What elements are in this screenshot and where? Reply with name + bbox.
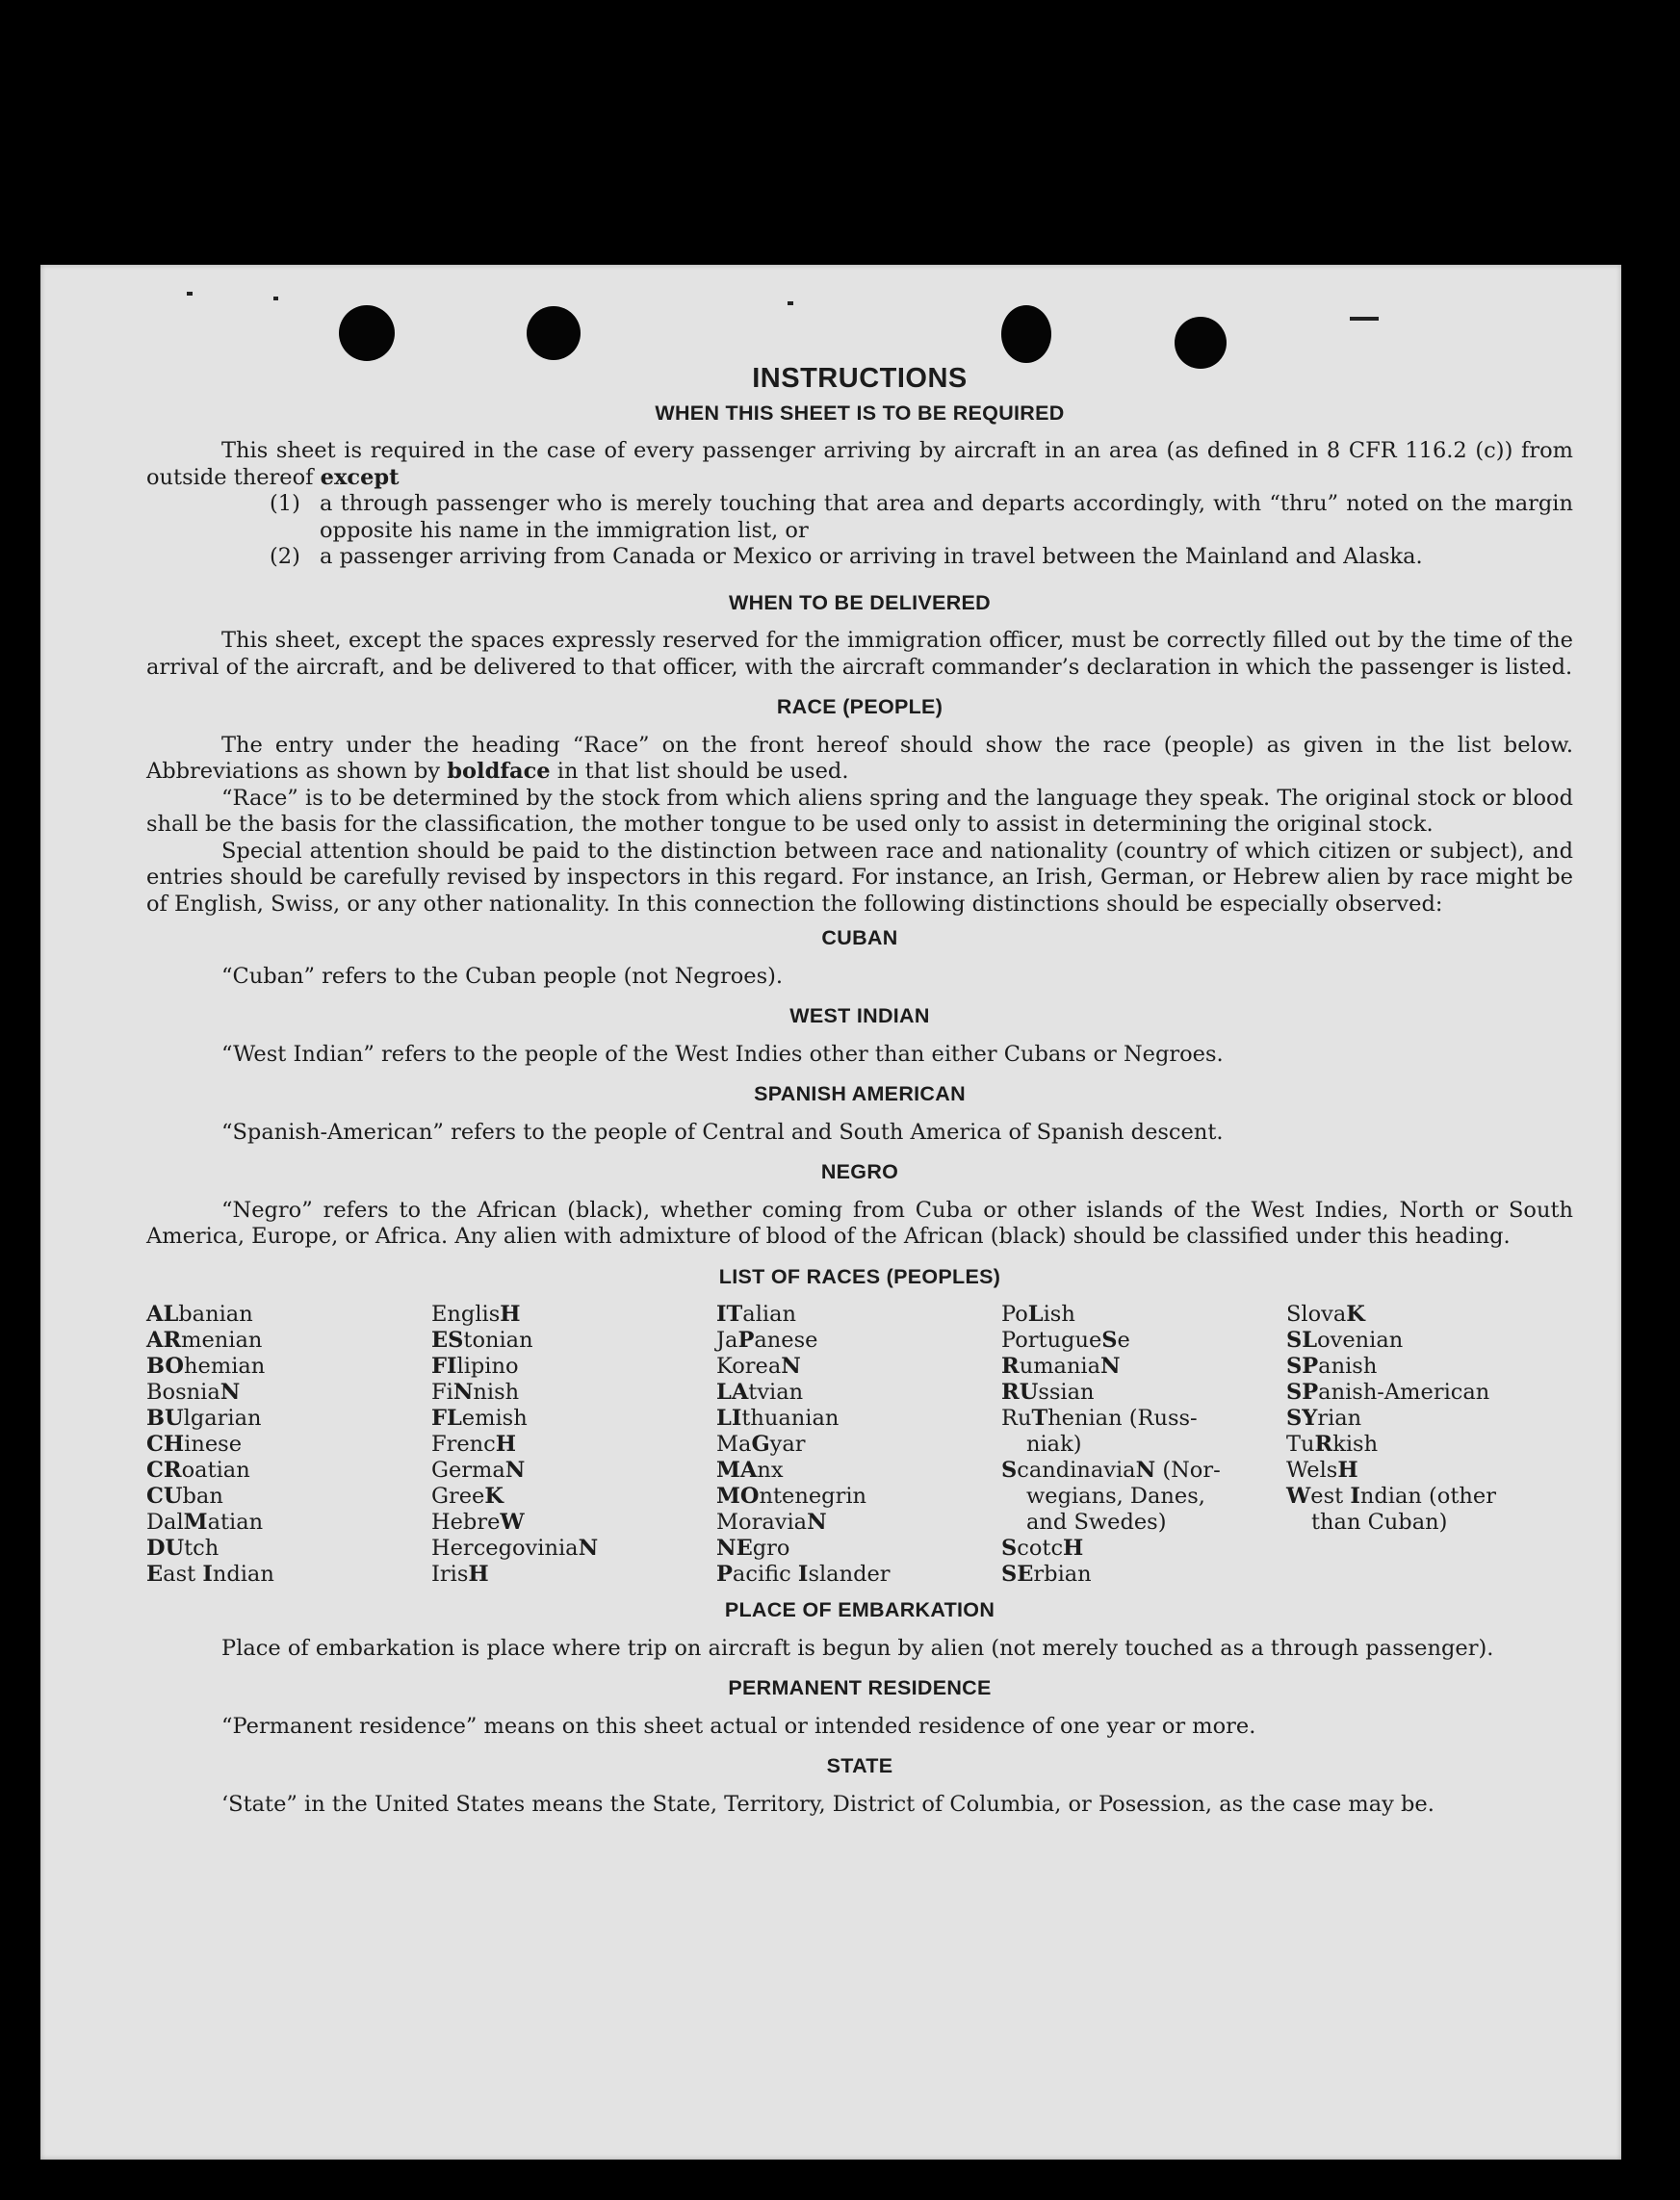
document-sheet [40,265,1621,2160]
race-entry: PoLish [1001,1302,1075,1327]
negro-text: “Negro” refers to the African (black), whether coming from Cuba or other islands of the West Indies, North or South America, Europe, or Africa. Any alien with admixture of blood of the African (black) should be classified under this heading. [146,1197,1573,1249]
race-entry: BosniaN [146,1380,241,1405]
heading-race: RACE (PEOPLE) [776,695,943,718]
race-entry: BUlgarian [146,1406,262,1431]
races-column [146,1302,431,1588]
race-entry: FIlipino [431,1354,519,1379]
race-entry: East Indian [146,1562,274,1587]
race-entry: SLovenian [1286,1328,1404,1353]
races-column [1001,1302,1286,1588]
race-entry: FrencH [431,1432,517,1457]
race-entry: MoraviaN [716,1510,827,1535]
heading-when-delivered: WHEN TO BE DELIVERED [729,590,991,614]
race-entry: IrisH [431,1562,489,1587]
race-entry: JaPanese [716,1328,818,1353]
race-entry: TuRkish [1286,1432,1379,1457]
ink-speck [788,301,793,305]
race-entry: CUban [146,1484,223,1509]
race-entry: MaGyar [716,1432,806,1457]
race-p1-bold: boldface [447,759,551,784]
race-entry: RuThenian (Russ- niak) [1001,1406,1198,1457]
race-entry: Pacific Islander [716,1562,891,1587]
race-entry: ARmenian [146,1328,263,1353]
required-intro-bold: except [320,464,400,490]
race-p1-text-end: in that list should be used. [556,759,849,784]
races-list [146,1302,1573,1588]
exception-text: a passenger arriving from Canada or Mexico or arriving in travel between the Mainland and Alaska. [320,544,1423,569]
race-paragraph-2: “Race” is to be determined by the stock from which aliens spring and the language they speak. The original stock or blood shall be the basis for the classification, the mother tongue to be used only to assist in determining the original stock. [146,785,1573,837]
race-entry: GermaN [431,1458,526,1483]
heading-when-required: WHEN THIS SHEET IS TO BE REQUIRED [655,401,1065,425]
required-intro [146,438,1573,491]
race-entry: EStonian [431,1328,533,1353]
punch-hole [527,306,581,360]
race-entry: DUtch [146,1536,220,1561]
ink-speck [273,297,278,300]
race-entry: West Indian (other than Cuban) [1286,1484,1496,1535]
state-text: ‘State” in the United States means the State, Territory, District of Columbia, or Posession, as the case may be. [221,1791,1434,1817]
race-entry: SYrian [1286,1406,1362,1431]
race-entry: MAnx [716,1458,784,1483]
punch-hole [1001,305,1051,363]
race-entry: SErbian [1001,1562,1092,1587]
race-entry: SlovaK [1286,1302,1365,1327]
heading-spanish-american: SPANISH AMERICAN [754,1082,966,1105]
delivered-text: This sheet, except the spaces expressly reserved for the immigration officer, must be correctly filled out by the time of the arrival of the aircraft, and be delivered to that officer, with the aircraft commander’s declaration in which the passenger is listed. [146,628,1573,680]
residence-text: “Permanent residence” means on this sheet actual or intended residence of one year or more. [221,1713,1256,1739]
required-exceptions [270,491,1573,571]
race-entry: NEgro [716,1536,790,1561]
races-column [431,1302,716,1588]
page-title: INSTRUCTIONS [752,363,968,394]
heading-cuban: CUBAN [821,926,898,949]
races-column [716,1302,1001,1588]
race-paragraph-3: Special attention should be paid to the distinction between race and nationality (country of which citizen or subject), and entries should be carefully revised by inspectors in this regard. For instance, an Irish, German, or Hebrew alien by race might be of English, Swiss, or any other nationality. In this connection the following distinctions should be especially observed: [146,838,1573,917]
heading-place-of-embarkation: PLACE OF EMBARKATION [724,1598,995,1621]
exception-item [270,491,1573,544]
exception-number: (2) [270,544,300,569]
race-entry: MOntenegrin [716,1484,867,1509]
ink-speck [1350,317,1379,321]
punch-hole [339,305,395,361]
heading-state: STATE [826,1754,893,1777]
race-entry: LIthuanian [716,1406,840,1431]
race-entry: ScotcH [1001,1536,1084,1561]
race-entry: HebreW [431,1510,525,1535]
heading-west-indian: WEST INDIAN [789,1004,930,1027]
race-entry: ALbanian [146,1302,253,1327]
race-entry: FLemish [431,1406,528,1431]
race-entry: HercegoviniaN [431,1536,599,1561]
race-entry: PortugueSe [1001,1328,1130,1353]
heading-permanent-residence: PERMANENT RESIDENCE [728,1676,992,1699]
race-p1-text: The entry under the heading “Race” on the front hereof should show the race (people) as given in the list below. Abbreviations as shown by [146,732,1573,784]
race-entry: FiNnish [431,1380,520,1405]
race-entry: CHinese [146,1432,243,1457]
spanish-american-text: “Spanish-American” refers to the people of Central and South America of Spanish descent. [221,1119,1224,1145]
west-indian-text: “West Indian” refers to the people of the West Indies other than either Cubans or Negroes. [221,1041,1224,1067]
race-entry: BOhemian [146,1354,266,1379]
required-intro-text: This sheet is required in the case of every passenger arriving by aircraft in an area (as defined in 8 CFR 116.2 (c)) from outside thereof [146,438,1573,490]
race-entry: WelsH [1286,1458,1358,1483]
instructions-content [146,363,1573,1818]
race-entry: SPanish [1286,1354,1378,1379]
race-entry: LAtvian [716,1380,804,1405]
cuban-text: “Cuban” refers to the Cuban people (not Negroes). [221,963,784,989]
punch-hole [1175,317,1227,369]
race-entry: EnglisH [431,1302,521,1327]
embarkation-text: Place of embarkation is place where trip on aircraft is begun by alien (not merely touched as a through passenger). [221,1635,1494,1661]
race-entry: KoreaN [716,1354,801,1379]
exception-number: (1) [270,491,300,516]
race-entry: SPanish-American [1286,1380,1490,1405]
race-entry: ScandinaviaN (Nor- wegians, Danes, and Swedes) [1001,1458,1221,1535]
ink-speck [187,292,193,296]
race-entry: RUssian [1001,1380,1095,1405]
races-column [1286,1302,1571,1588]
race-entry: CRoatian [146,1458,250,1483]
race-paragraph-1 [146,733,1573,786]
exception-item [270,544,1573,571]
race-entry: GreeK [431,1484,504,1509]
race-entry: DalMatian [146,1510,264,1535]
heading-negro: NEGRO [820,1160,899,1183]
exception-text: a through passenger who is merely touching that area and departs accordingly, with “thru” noted on the margin opposite his name in the immigration list, or [320,491,1573,543]
race-entry: ITalian [716,1302,796,1327]
race-entry: RumaniaN [1001,1354,1121,1379]
heading-list-of-races: LIST OF RACES (PEOPLES) [718,1264,1001,1288]
